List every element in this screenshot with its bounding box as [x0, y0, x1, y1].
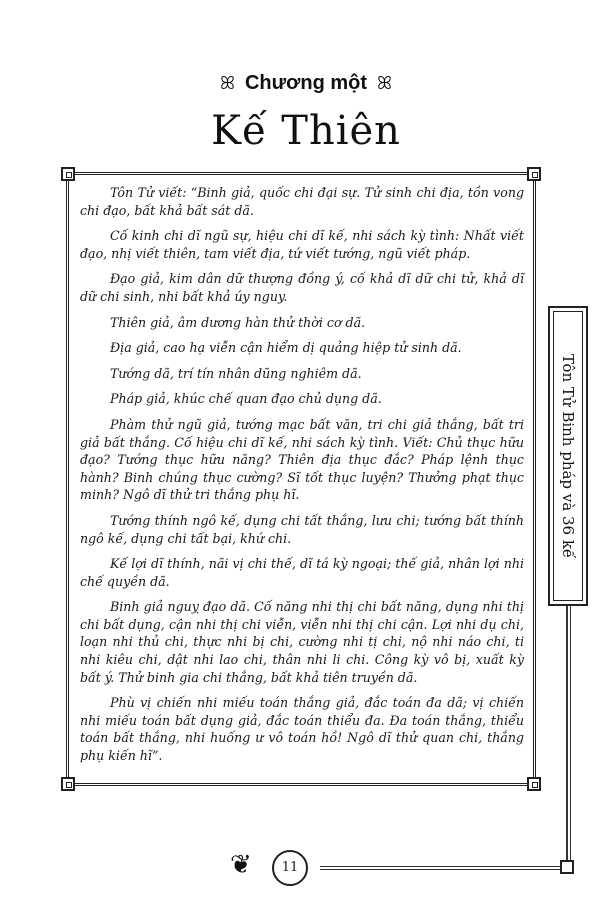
corner-ornament-icon	[61, 167, 75, 181]
paragraph: Địa giả, cao hạ viễn cận hiểm dị quảng hiệp tử sinh dã.	[110, 340, 462, 356]
paragraph: Cố kinh chi dĩ ngũ sự, hiệu chi dĩ kế, nhi sách kỳ tình: Nhất viết đạo, nhị viết thiên, tam viết địa, tứ viết tướng, ngũ viết pháp.	[80, 228, 524, 261]
paragraph: Thiên giả, âm dương hàn thử thời cơ dã.	[110, 314, 366, 330]
chapter-label-text: Chương một	[244, 72, 367, 94]
paragraph: Kế lợi dĩ thính, nãi vị chi thế, dĩ tá kỳ ngoại; thế giả, nhân lợi nhi chế quyền dã.	[80, 556, 524, 589]
side-end-ornament-icon	[560, 860, 574, 874]
chapter-title: Kế Thiên	[211, 108, 401, 154]
paragraph: Phù vị chiến nhi miếu toán thắng giả, đắc toán đa dã; vị chiến nhi miếu toán bất dụng giả, đắc toán thiểu đa. Đa toán thắng, thiểu toán bất thắng, nhi huống ư vô toán hồ! Ngô dĩ thử quan chi, thắng phụ kiến hĩ”.	[80, 695, 524, 764]
side-divider-line	[566, 606, 568, 870]
paragraph: Pháp giả, khúc chế quan đạo chủ dụng dã.	[110, 391, 382, 407]
chapter-label	[0, 72, 612, 95]
footer-divider-line	[320, 869, 560, 870]
paragraph: Tướng dã, trí tín nhân dũng nghiêm dã.	[110, 365, 362, 381]
side-tab	[548, 306, 588, 606]
corner-ornament-icon	[527, 777, 541, 791]
paragraph: Tướng thính ngô kế, dụng chi tất thắng, lưu chi; tướng bất thính ngô kế, dụng chi tất bại, khứ chi.	[80, 512, 524, 546]
paragraph: Binh giả nguỵ đạo dã. Cố năng nhi thị chi bất năng, dụng nhi thị chi bất dụng, cận nhi thị chi viễn, viễn nhi thị chi cận. Lợi nhi dụ chi, loạn nhi thủ chi, thực nhi bị chi, cường nhi tị chi, nộ nhi náo chi, ti nhi kiêu chi, dật nhi lao chi, thân nhi li chi. Công kỳ vô bị, xuất kỳ bất ý. Thử binh gia chi thắng, bất khả tiên truyền dã.	[80, 599, 524, 685]
corner-ornament-icon	[61, 777, 75, 791]
paragraph: Phàm thử ngũ giả, tướng mạc bất văn, tri chi giả thắng, bất tri giả bất thắng. Cố hiệu chi dĩ kế, nhi sách kỳ tình. Viết: Chủ thục hữu đạo? Tướng thục hữu năng? Thiên địa thục đắc? Pháp lệnh thục hành? Binh chúng thục cường? Sĩ tốt thục luyện? Thưởng phạt thục minh? Ngô dĩ thử tri thắng phụ hĩ.	[80, 416, 524, 503]
side-tab-text: Tôn Tử Binh pháp và 36 kế	[559, 353, 577, 559]
footer-divider-line	[320, 866, 560, 867]
page-number: 11	[272, 850, 308, 886]
corner-ornament-icon	[527, 167, 541, 181]
body-text	[80, 184, 524, 773]
ornament-left-icon: ꕤ	[220, 73, 235, 94]
paragraph: Đạo giả, kim dân dữ thượng đồng ý, cố khả dĩ dữ chi tử, khả dĩ dữ chi sinh, nhi bất khả úy nguy.	[80, 271, 524, 304]
footer-flourish-icon: ❦	[230, 850, 252, 880]
side-divider-line	[570, 606, 571, 868]
ornament-right-icon: ꕤ	[377, 73, 392, 94]
paragraph: Tôn Tử viết: “Binh giả, quốc chi đại sự. Tử sinh chi địa, tồn vong chi đạo, bất khả bất sát dã.	[80, 185, 524, 218]
